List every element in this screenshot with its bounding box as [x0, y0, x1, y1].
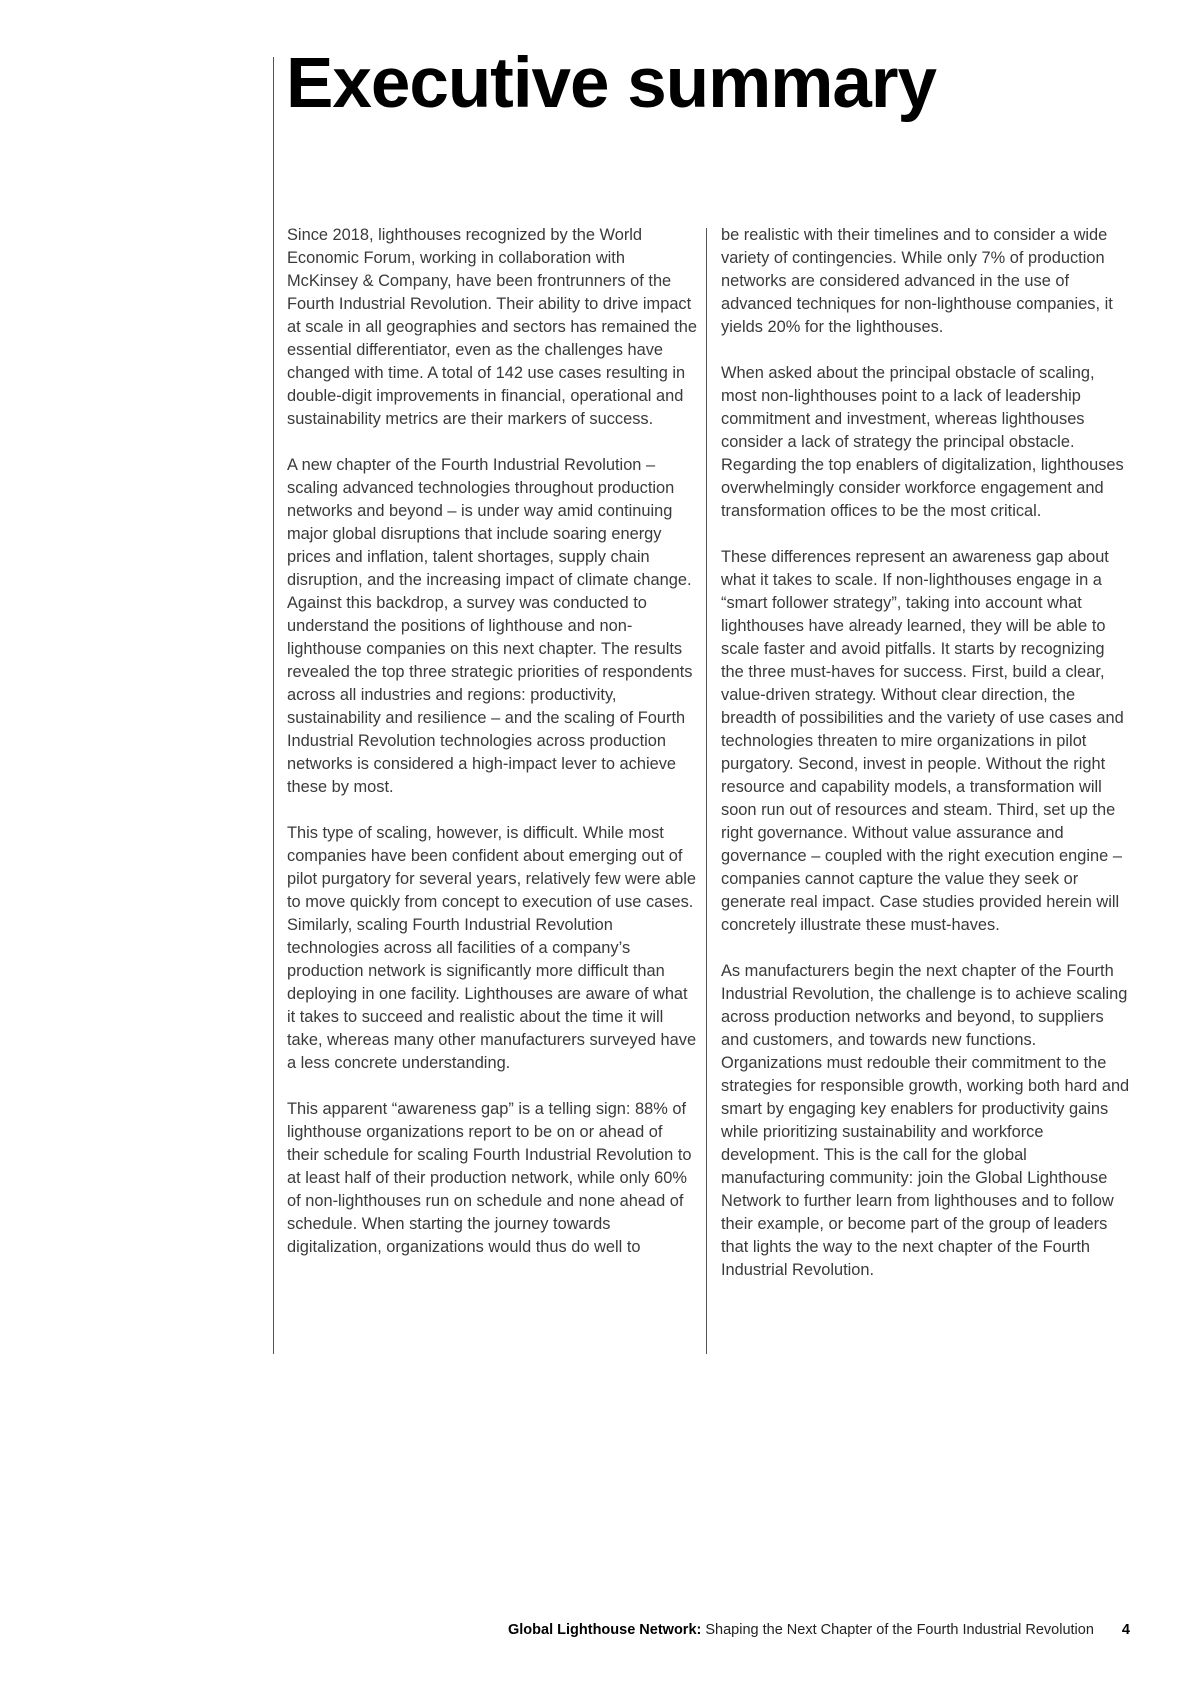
page-number: 4 — [1121, 1622, 1130, 1638]
footer-brand: Global Lighthouse Network: — [508, 1622, 702, 1638]
page-footer — [508, 1622, 1130, 1638]
left-column — [287, 224, 697, 1282]
left-paragraph-4: This apparent “awareness gap” is a telling sign: 88% of lighthouse organizations report to be on or ahead of their schedule for scaling Fourth Industrial Revolution to at least half of their production network, while only 60% of non-lighthouses run on schedule and none ahead of schedule. When starting the journey towards digitalization, organizations would thus do well to — [287, 1100, 692, 1256]
page-title: Executive summary — [286, 44, 936, 123]
right-paragraph-1: be realistic with their timelines and to consider a wide variety of contingencies. While only 7% of production networks are considered advanced in the use of advanced techniques for non-lighthouse companies, it yields 20% for the lighthouses. — [721, 226, 1113, 336]
title-vertical-rule — [273, 57, 274, 1354]
right-column — [721, 224, 1131, 1305]
left-paragraph-2: A new chapter of the Fourth Industrial Revolution – scaling advanced technologies throughout production networks and beyond – is under way amid continuing major global disruptions that include soaring energy prices and inflation, talent shortages, supply chain disruption, and the increasing impact of climate change. Against this backdrop, a survey was conducted to understand the positions of lighthouse and non-lighthouse companies on this next chapter. The results revealed the top three strategic priorities of respondents across all industries and regions: productivity, sustainability and resilience – and the scaling of Fourth Industrial Revolution technologies across production networks is considered a high-impact lever to achieve these by most. — [287, 456, 693, 796]
footer-subtitle: Shaping the Next Chapter of the Fourth Industrial Revolution — [705, 1622, 1094, 1638]
right-paragraph-3: These differences represent an awareness gap about what it takes to scale. If non-lighthouses engage in a “smart follower strategy”, taking into account what lighthouses have already learned, they will be able to scale faster and avoid pitfalls. It starts by recognizing the three must-haves for success. First, build a clear, value-driven strategy. Without clear direction, the breadth of possibilities and the variety of use cases and technologies threaten to mire organizations in pilot purgatory. Second, invest in people. Without the right resource and capability models, a transformation will soon run out of resources and steam. Third, set up the right governance. Without value assurance and governance – coupled with the right execution engine – companies cannot capture the value they seek or generate real impact. Case studies provided herein will concretely illustrate these must-haves. — [721, 548, 1124, 934]
column-divider-rule — [706, 228, 707, 1354]
right-paragraph-4: As manufacturers begin the next chapter of the Fourth Industrial Revolution, the challenge is to achieve scaling across production networks and beyond, to suppliers and customers, and towards new functions. Organizations must redouble their commitment to the strategies for responsible growth, working both hard and smart by engaging key enablers for productivity gains while prioritizing sustainability and workforce development. This is the call for the global manufacturing community: join the Global Lighthouse Network to further learn from lighthouses and to follow their example, or become part of the group of leaders that lights the way to the next chapter of the Fourth Industrial Revolution. — [721, 962, 1130, 1279]
left-paragraph-3: This type of scaling, however, is difficult. While most companies have been confident about emerging out of pilot purgatory for several years, relatively few were able to move quickly from concept to execution of use cases. Similarly, scaling Fourth Industrial Revolution technologies across all facilities of a company’s production network is significantly more difficult than deploying in one facility. Lighthouses are aware of what it takes to succeed and realistic about the time it will take, whereas many other manufacturers surveyed have a less concrete understanding. — [287, 824, 697, 1072]
left-paragraph-1: Since 2018, lighthouses recognized by the World Economic Forum, working in collaboration with McKinsey & Company, have been frontrunners of the Fourth Industrial Revolution. Their ability to drive impact at scale in all geographies and sectors has remained the essential differentiator, even as the challenges have changed with time. A total of 142 use cases resulting in double-digit improvements in financial, operational and sustainability metrics are their markers of success. — [287, 226, 698, 428]
right-paragraph-2: When asked about the principal obstacle of scaling, most non-lighthouses point to a lack of leadership commitment and investment, whereas lighthouses consider a lack of strategy the principal obstacle. Regarding the top enablers of digitalization, lighthouses overwhelmingly consider workforce engagement and transformation offices to be the most critical. — [721, 364, 1124, 520]
